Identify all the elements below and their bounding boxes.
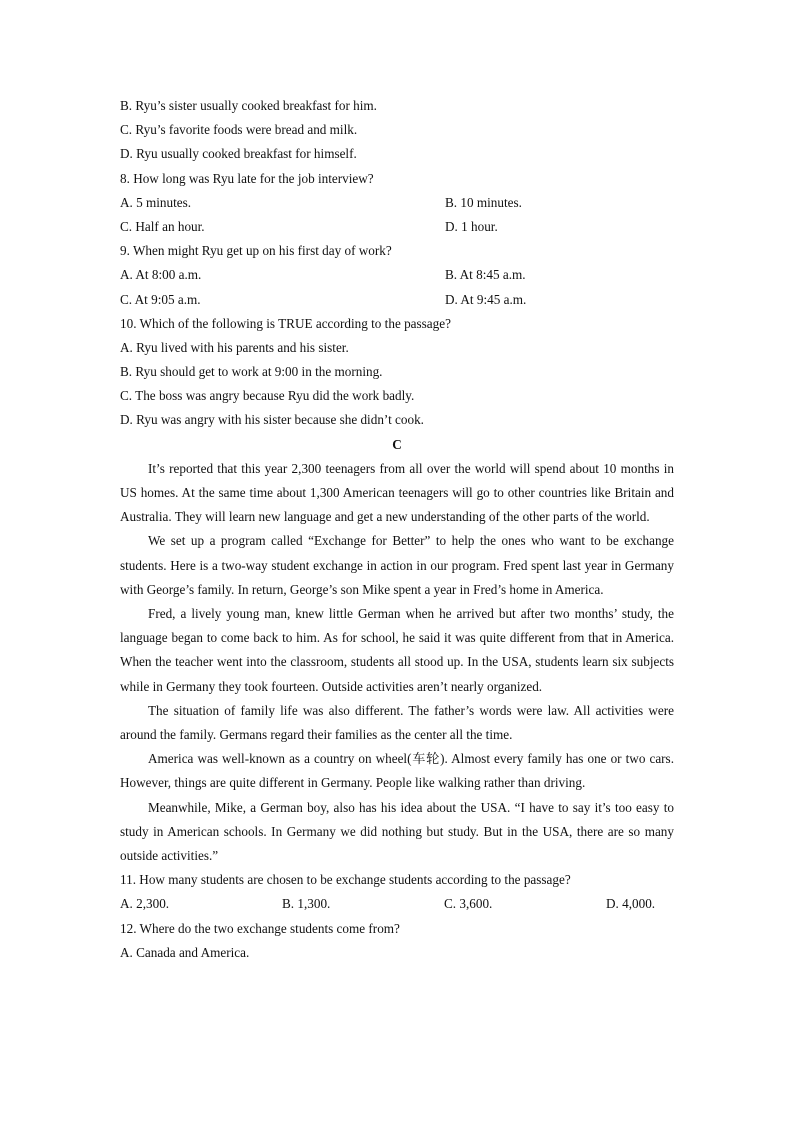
q8-question: 8. How long was Ryu late for the job interview? [120,170,374,186]
passage-paragraph-3: Fred, a lively young man, knew little German when he arrived but after two months’ study, the language began to come back to him. As for school, he said it was quite different from that in America. When the teacher went into the classroom, students all stood up. In the USA, students learn six subjects while in Germany they took fourteen. Outside activities aren’t nearly organized. [120,606,674,694]
q8-options-row-2 [120,215,674,239]
q10-option-d: D. Ryu was angry with his sister because she didn’t cook. [120,412,424,428]
q11-option-c: C. 3,600. [444,896,493,912]
q10-option-c: C. The boss was angry because Ryu did the work badly. [120,388,415,404]
passage-paragraph-2: We set up a program called “Exchange for Better” to help the ones who want to be exchange students. Here is a two-way student exchange in action in our program. Fred spent last year in Germany with George’s family. In return, George’s son Mike spent a year in Fred’s home in America. [120,533,674,597]
q12-option-a: A. Canada and America. [120,944,250,960]
q12-question: 12. Where do the two exchange students come from? [120,920,400,936]
q7-option-c: C. Ryu’s favorite foods were bread and milk. [120,122,358,138]
q11-question: 11. How many students are chosen to be exchange students according to the passage? [120,872,571,888]
exam-page [120,94,674,965]
q11-option-d: D. 4,000. [606,896,656,912]
q9-options-row-2 [120,288,674,312]
q9-option-a: A. At 8:00 a.m. [120,267,202,283]
q8-option-b: B. 10 minutes. [445,194,522,210]
q8-option-d: D. 1 hour. [445,218,498,234]
q9-question: 9. When might Ryu get up on his first day of work? [120,243,392,259]
q10-option-b: B. Ryu should get to work at 9:00 in the morning. [120,364,383,380]
q7-option-b: B. Ryu’s sister usually cooked breakfast for him. [120,98,377,113]
passage-paragraph-1: It’s reported that this year 2,300 teenagers from all over the world will spend about 10 months in US homes. At the same time about 1,300 American teenagers will go to other countries like Britain and Australia. They will learn new language and get a new understanding of the other parts of the world. [120,460,674,525]
q8-option-a: A. 5 minutes. [120,194,192,210]
q9-option-d: D. At 9:45 a.m. [445,291,527,307]
q8-option-c: C. Half an hour. [120,218,205,234]
section-heading-c: C [392,436,402,452]
passage-paragraph-4: The situation of family life was also different. The father’s words were law. All activities were around the family. Germans regard their families as the center all the time. [120,702,674,743]
q9-options-row-1 [120,263,674,287]
q11-options-row [120,892,674,916]
q8-options-row-1 [120,191,674,215]
q9-option-b: B. At 8:45 a.m. [445,267,526,283]
passage-paragraph-6: Meanwhile, Mike, a German boy, also has his idea about the USA. “I have to say it’s too easy to study in American schools. In Germany we did nothing but study. But in the USA, there are so many outside activities.” [120,799,674,864]
q9-option-c: C. At 9:05 a.m. [120,291,201,307]
q11-option-a: A. 2,300. [120,896,170,912]
q11-option-b: B. 1,300. [282,896,331,912]
passage-paragraph-5: America was well-known as a country on wheel(车轮). Almost every family has one or two cars. However, things are quite different in Germany. People like walking rather than driving. [120,751,674,791]
q10-question: 10. Which of the following is TRUE according to the passage? [120,315,451,331]
q7-option-d: D. Ryu usually cooked breakfast for himself. [120,146,357,162]
q10-option-a: A. Ryu lived with his parents and his sister. [120,339,349,355]
